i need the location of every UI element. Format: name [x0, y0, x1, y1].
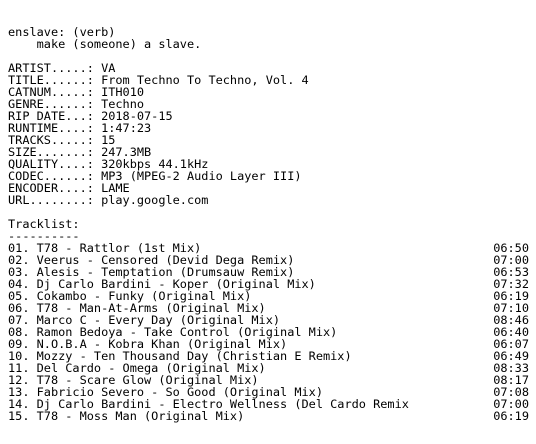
- track-duration: 06:19: [493, 289, 529, 303]
- info-line: CODEC......: MP3 (MPEG-2 Audio Layer III): [8, 169, 302, 183]
- track-title: 09. N.O.B.A - Kobra Khan (Original Mix): [8, 337, 288, 351]
- track-duration: 06:53: [493, 265, 529, 279]
- track-duration: 06:49: [493, 349, 529, 363]
- track-title: 08. Ramon Bedoya - Take Control (Original Mix): [8, 325, 338, 339]
- track-title: 11. Del Cardo - Omega (Original Mix): [8, 361, 266, 375]
- track-title: 12. T78 - Scare Glow (Original Mix): [8, 373, 259, 387]
- track-duration: 08:33: [493, 361, 529, 375]
- track-title: 15. T78 - Moss Man (Original Mix): [8, 409, 245, 423]
- track-duration: 07:10: [493, 301, 529, 315]
- info-line: TRACKS.....: 15: [8, 133, 116, 147]
- track-duration: 06:50: [493, 241, 529, 255]
- track-title: 06. T78 - Man-At-Arms (Original Mix): [8, 301, 266, 315]
- info-line: QUALITY....: 320kbps 44.1kHz: [8, 157, 209, 171]
- track-duration: 07:00: [493, 397, 529, 411]
- info-line: RIP DATE...: 2018-07-15: [8, 109, 173, 123]
- info-line: SIZE.......: 247.3MB: [8, 145, 152, 159]
- info-line: RUNTIME....: 1:47:23: [8, 121, 152, 135]
- track-title: 05. Cokambo - Funky (Original Mix): [8, 289, 252, 303]
- track-title: 04. Dj Carlo Bardini - Koper (Original Mix): [8, 277, 316, 291]
- track-duration: 06:07: [493, 337, 529, 351]
- track-list: [8, 242, 532, 422]
- track-title: 02. Veerus - Censored (Devid Dega Remix): [8, 253, 295, 267]
- info-line: URL........: play.google.com: [8, 193, 209, 207]
- tracklist-heading: Tracklist:: [8, 217, 80, 231]
- nfo-document: [8, 26, 532, 422]
- track-title: 07. Marco C - Every Day (Original Mix): [8, 313, 281, 327]
- track-title: 13. Fabricio Severo - So Good (Original Mix): [8, 385, 323, 399]
- track-row: [8, 410, 529, 422]
- track-duration: 07:32: [493, 277, 529, 291]
- track-duration: 07:00: [493, 253, 529, 267]
- track-title: 03. Alesis - Temptation (Drumsauw Remix): [8, 265, 295, 279]
- info-line: ENCODER....: LAME: [8, 181, 130, 195]
- definition-line: enslave: (verb): [8, 25, 116, 39]
- track-duration: 06:19: [493, 409, 529, 423]
- info-line: TITLE......: From Techno To Techno, Vol. 4: [8, 73, 309, 87]
- release-info: [8, 62, 532, 206]
- track-title: 01. T78 - Rattlor (1st Mix): [8, 241, 202, 255]
- definition-line: make (someone) a slave.: [8, 37, 202, 51]
- info-line: GENRE......: Techno: [8, 97, 145, 111]
- info-line: CATNUM.....: ITH010: [8, 85, 145, 99]
- spacer: [8, 206, 532, 218]
- info-line: ARTIST.....: VA: [8, 61, 116, 75]
- track-duration: 08:46: [493, 313, 529, 327]
- track-title: 14. Dj Carlo Bardini - Electro Wellness (Del Cardo Remix: [8, 397, 409, 411]
- tracklist-rule: ----------: [8, 229, 80, 243]
- track-title: 10. Mozzy - Ten Thousand Day (Christian E Remix): [8, 349, 352, 363]
- track-duration: 06:40: [493, 325, 529, 339]
- track-duration: 07:08: [493, 385, 529, 399]
- track-duration: 08:17: [493, 373, 529, 387]
